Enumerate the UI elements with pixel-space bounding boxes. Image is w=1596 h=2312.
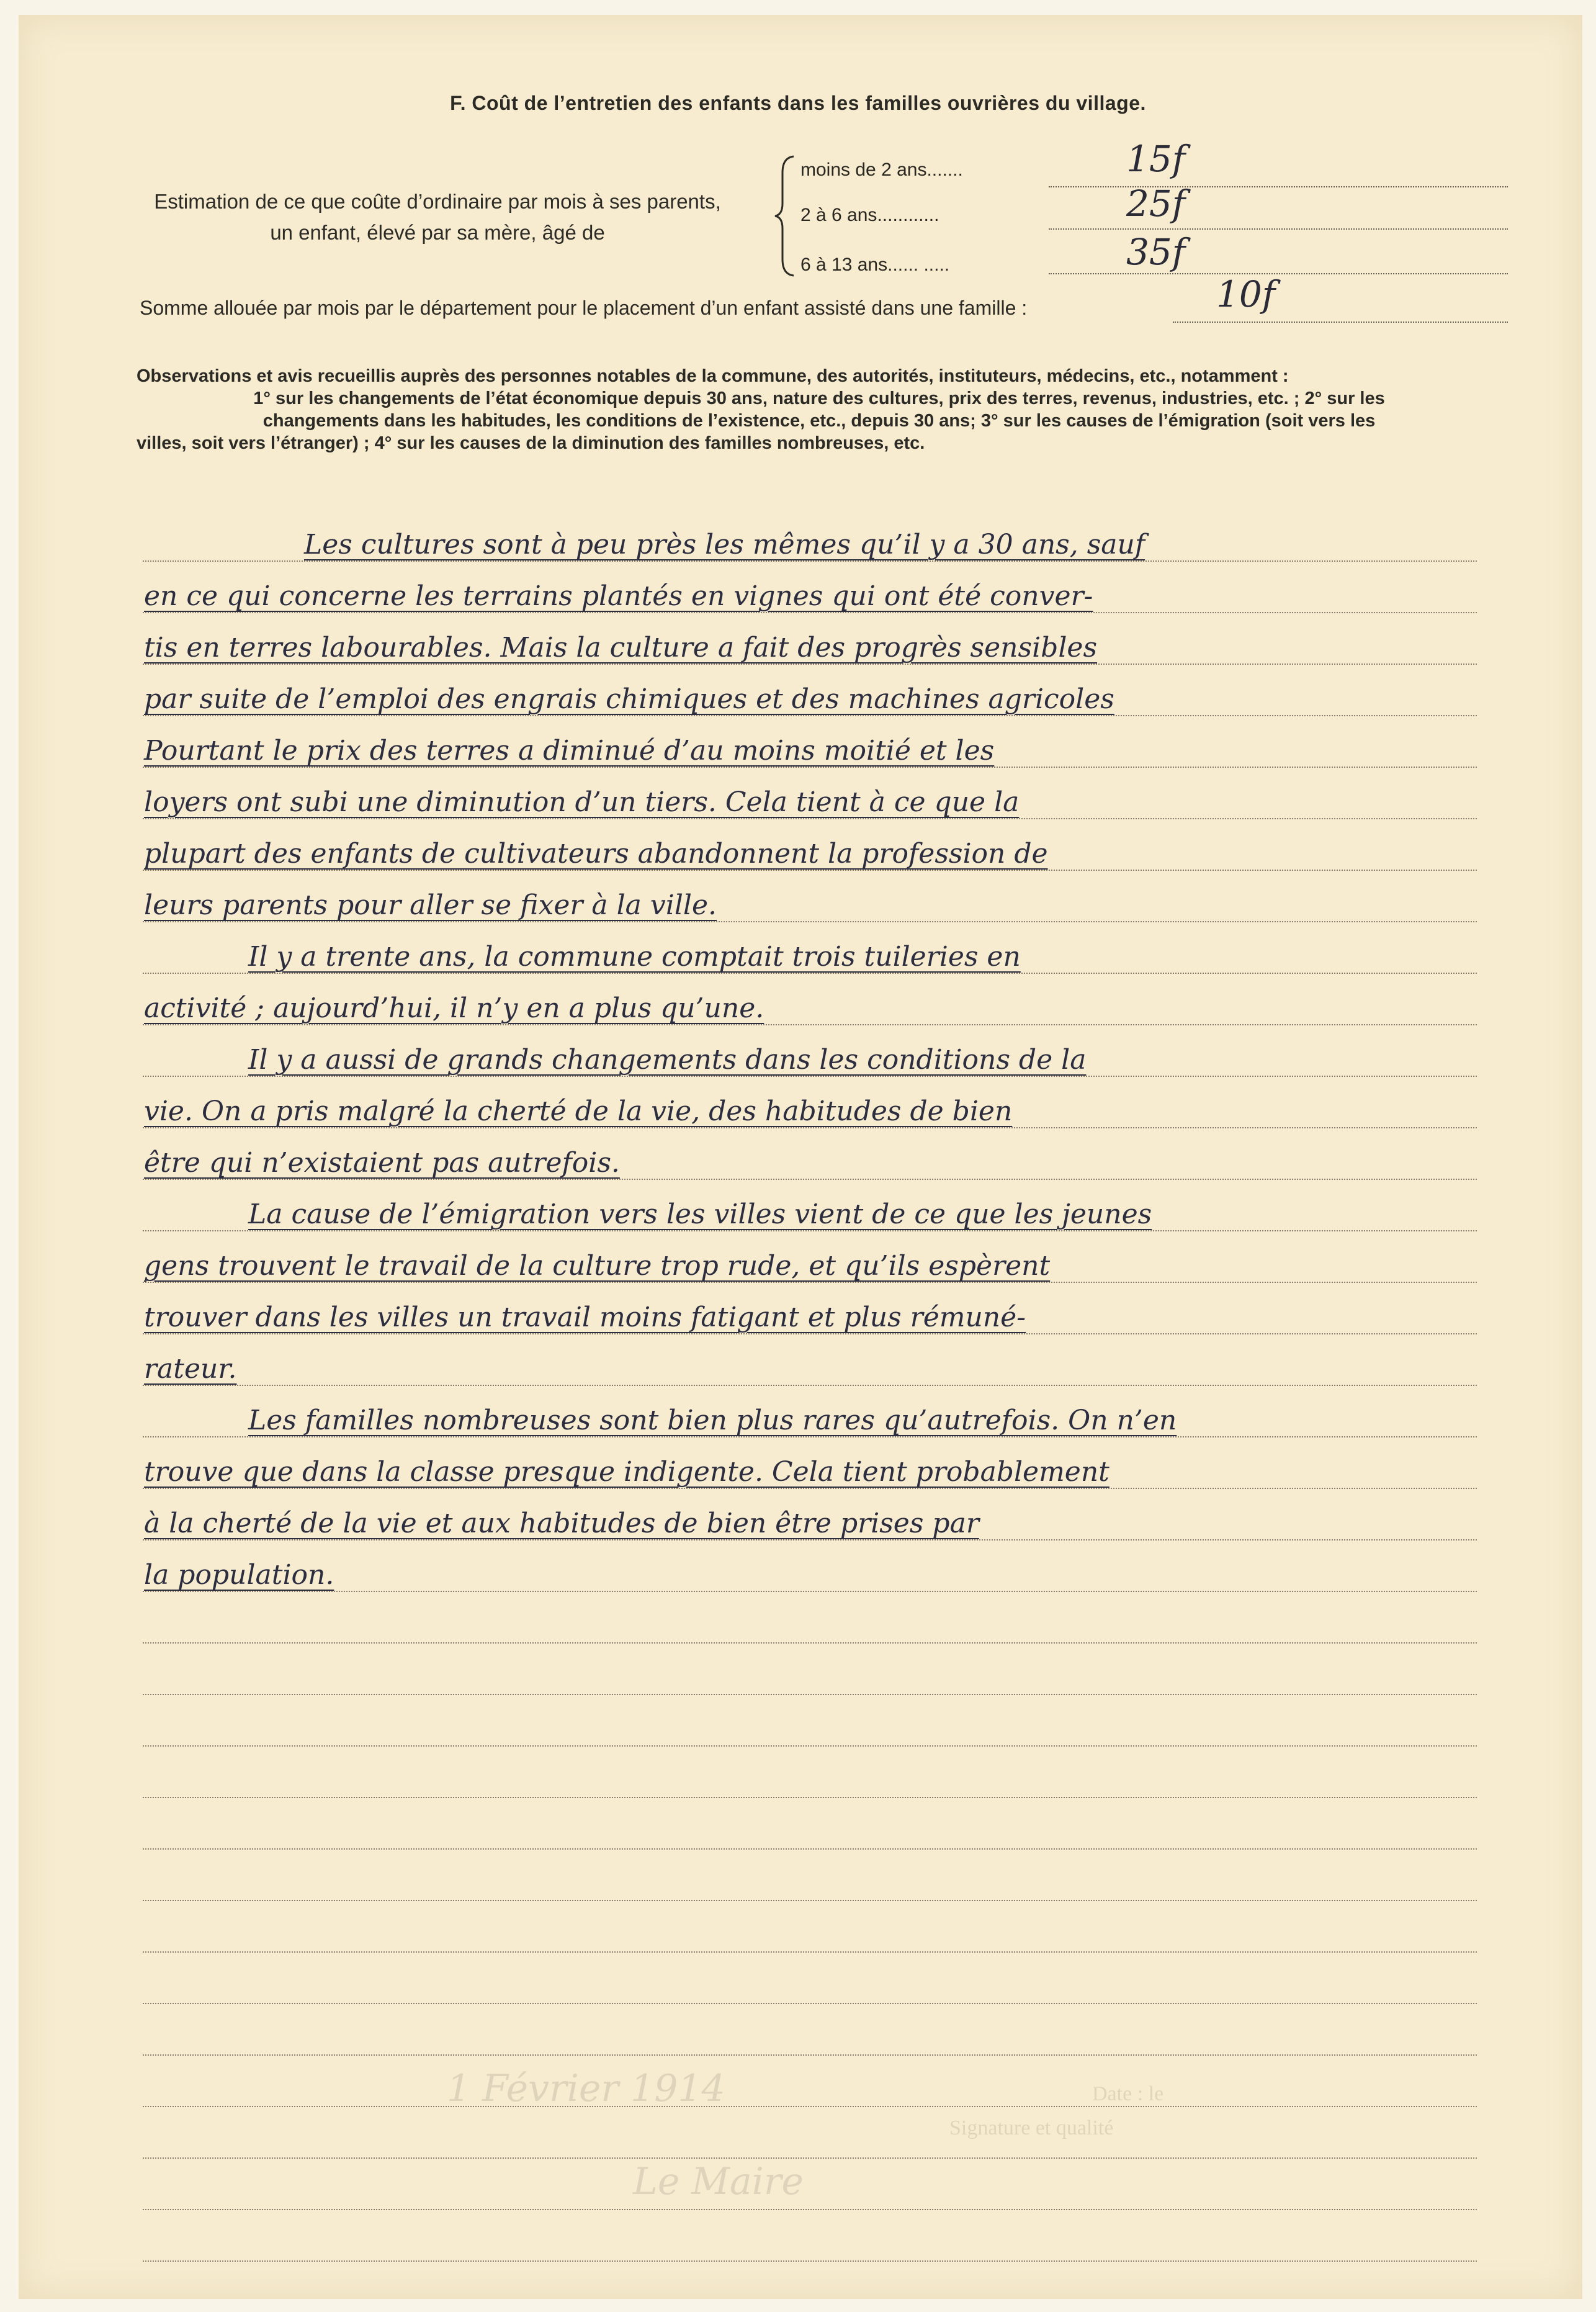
ruled-line bbox=[143, 767, 1477, 768]
ruled-line bbox=[143, 1642, 1477, 1644]
ruled-line bbox=[143, 1539, 1477, 1541]
somme-line bbox=[1173, 322, 1508, 323]
ruled-line bbox=[143, 1951, 1477, 1953]
ruled-line bbox=[143, 1076, 1477, 1077]
handwritten-line: être qui n’existaient pas autrefois. bbox=[144, 1147, 620, 1179]
ruled-line bbox=[143, 2209, 1477, 2210]
ruled-line bbox=[143, 663, 1477, 665]
ruled-line bbox=[143, 818, 1477, 819]
handwritten-line: rateur. bbox=[144, 1353, 237, 1385]
handwritten-line: à la cherté de la vie et aux habitudes de bien être prises par bbox=[144, 1508, 979, 1539]
ruled-line bbox=[143, 612, 1477, 613]
handwritten-line: trouver dans les villes un travail moins fatigant et plus rémuné- bbox=[144, 1302, 1026, 1333]
ruled-line bbox=[143, 1488, 1477, 1489]
age-row-2-line bbox=[1049, 228, 1508, 230]
age-row-3-label: 6 à 13 ans...... ..... bbox=[800, 254, 950, 275]
brace-icon bbox=[773, 154, 797, 278]
handwritten-line: trouve que dans la classe presque indigente. Cela tient probablement bbox=[144, 1456, 1110, 1488]
observations-line-1: Observations et avis recueillis auprès des personnes notables de la commune, des autorités, instituteurs, médecins, etc., notamment : bbox=[137, 366, 1289, 386]
handwritten-line: leurs parents pour aller se fixer à la ville. bbox=[144, 889, 717, 921]
ruled-line bbox=[143, 1127, 1477, 1128]
ruled-line bbox=[143, 921, 1477, 922]
age-row-3-line bbox=[1049, 273, 1508, 274]
observations-line-3: changements dans les habitudes, les conditions de l’existence, etc., depuis 30 ans; 3° sur les causes de l’émigration (soit vers les bbox=[262, 411, 1376, 431]
ruled-line bbox=[143, 1591, 1477, 1592]
age-row-2-label: 2 à 6 ans............ bbox=[800, 205, 939, 225]
ruled-line bbox=[143, 1797, 1477, 1798]
handwritten-line: la population. bbox=[144, 1559, 334, 1591]
somme-value: 10f bbox=[1216, 273, 1276, 315]
ruled-line bbox=[143, 2106, 1477, 2107]
ruled-line bbox=[143, 2054, 1477, 2056]
estimation-label-line2: un enfant, élevé par sa mère, âgé de bbox=[270, 221, 605, 244]
signature-label: Signature et qualité bbox=[949, 2116, 1114, 2139]
ruled-line bbox=[143, 1436, 1477, 1437]
ruled-line bbox=[143, 2003, 1477, 2004]
handwritten-line: en ce qui concerne les terrains plantés en vignes qui ont été conver- bbox=[144, 580, 1093, 612]
signature: Le Maire bbox=[633, 2160, 804, 2203]
observations-line-4: villes, soit vers l’étranger) ; 4° sur les causes de la diminution des familles nombreuses, etc. bbox=[137, 433, 925, 453]
ruled-line bbox=[143, 1179, 1477, 1180]
handwritten-line: par suite de l’emploi des engrais chimiques et des machines agricoles bbox=[144, 683, 1114, 715]
observations-instructions bbox=[137, 365, 1502, 454]
handwritten-line: La cause de l’émigration vers les villes vient de ce que les jeunes bbox=[248, 1199, 1152, 1230]
age-row-1-label: moins de 2 ans....... bbox=[800, 160, 963, 180]
ruled-line bbox=[143, 870, 1477, 871]
handwritten-line: plupart des enfants de cultivateurs abandonnent la profession de bbox=[144, 838, 1048, 870]
estimation-label-line1: Estimation de ce que coûte d’ordinaire par mois à ses parents, bbox=[154, 190, 721, 213]
section-title: F. Coût de l’entretien des enfants dans les familles ouvrières du village. bbox=[450, 92, 1146, 114]
handwritten-line: loyers ont subi une diminution d’un tiers. Cela tient à ce que la bbox=[144, 786, 1020, 818]
handwritten-line: vie. On a pris malgré la cherté de la vie, des habitudes de bien bbox=[144, 1095, 1013, 1127]
handwritten-line: Les familles nombreuses sont bien plus rares qu’autrefois. On n’en bbox=[248, 1405, 1177, 1436]
ruled-line bbox=[143, 1694, 1477, 1695]
handwritten-line: Pourtant le prix des terres a diminué d’au moins moitié et les bbox=[144, 735, 995, 767]
ruled-line bbox=[143, 2260, 1477, 2262]
ruled-line bbox=[143, 560, 1477, 562]
date-value: 1 Février 1914 bbox=[447, 2067, 725, 2110]
somme-label: Somme allouée par mois par le département pour le placement d’un enfant assisté dans une famille : bbox=[140, 297, 1028, 319]
ruled-line bbox=[143, 2157, 1477, 2159]
handwritten-line: tis en terres labourables. Mais la culture a fait des progrès sensibles bbox=[144, 632, 1098, 663]
handwritten-line: activité ; aujourd’hui, il n’y en a plus qu’une. bbox=[144, 992, 764, 1024]
age-row-1-value: 15f bbox=[1126, 138, 1186, 180]
ruled-line bbox=[143, 1745, 1477, 1747]
handwritten-line: gens trouvent le travail de la culture trop rude, et qu’ils espèrent bbox=[144, 1250, 1051, 1282]
ruled-line bbox=[143, 1385, 1477, 1386]
age-row-3-value: 35f bbox=[1126, 231, 1186, 273]
handwritten-line: Il y a trente ans, la commune comptait trois tuileries en bbox=[248, 941, 1021, 973]
ruled-line bbox=[143, 715, 1477, 716]
age-row-2-value: 25f bbox=[1126, 182, 1186, 225]
date-label: Date : le bbox=[1092, 2082, 1164, 2105]
ruled-line bbox=[143, 973, 1477, 974]
ruled-line bbox=[143, 1848, 1477, 1850]
ruled-line bbox=[143, 1282, 1477, 1283]
handwritten-line: Les cultures sont à peu près les mêmes qu’il y a 30 ans, sauf bbox=[304, 529, 1145, 560]
age-row-1-line bbox=[1049, 186, 1508, 187]
ruled-line bbox=[143, 1230, 1477, 1231]
ruled-line bbox=[143, 1900, 1477, 1901]
ruled-line bbox=[143, 1333, 1477, 1334]
observations-line-2: 1° sur les changements de l’état économique depuis 30 ans, nature des cultures, prix des terres, revenus, industries, etc. ; 2° sur les bbox=[253, 389, 1385, 408]
ruled-line bbox=[143, 1024, 1477, 1025]
handwritten-line: Il y a aussi de grands changements dans les conditions de la bbox=[248, 1044, 1087, 1076]
